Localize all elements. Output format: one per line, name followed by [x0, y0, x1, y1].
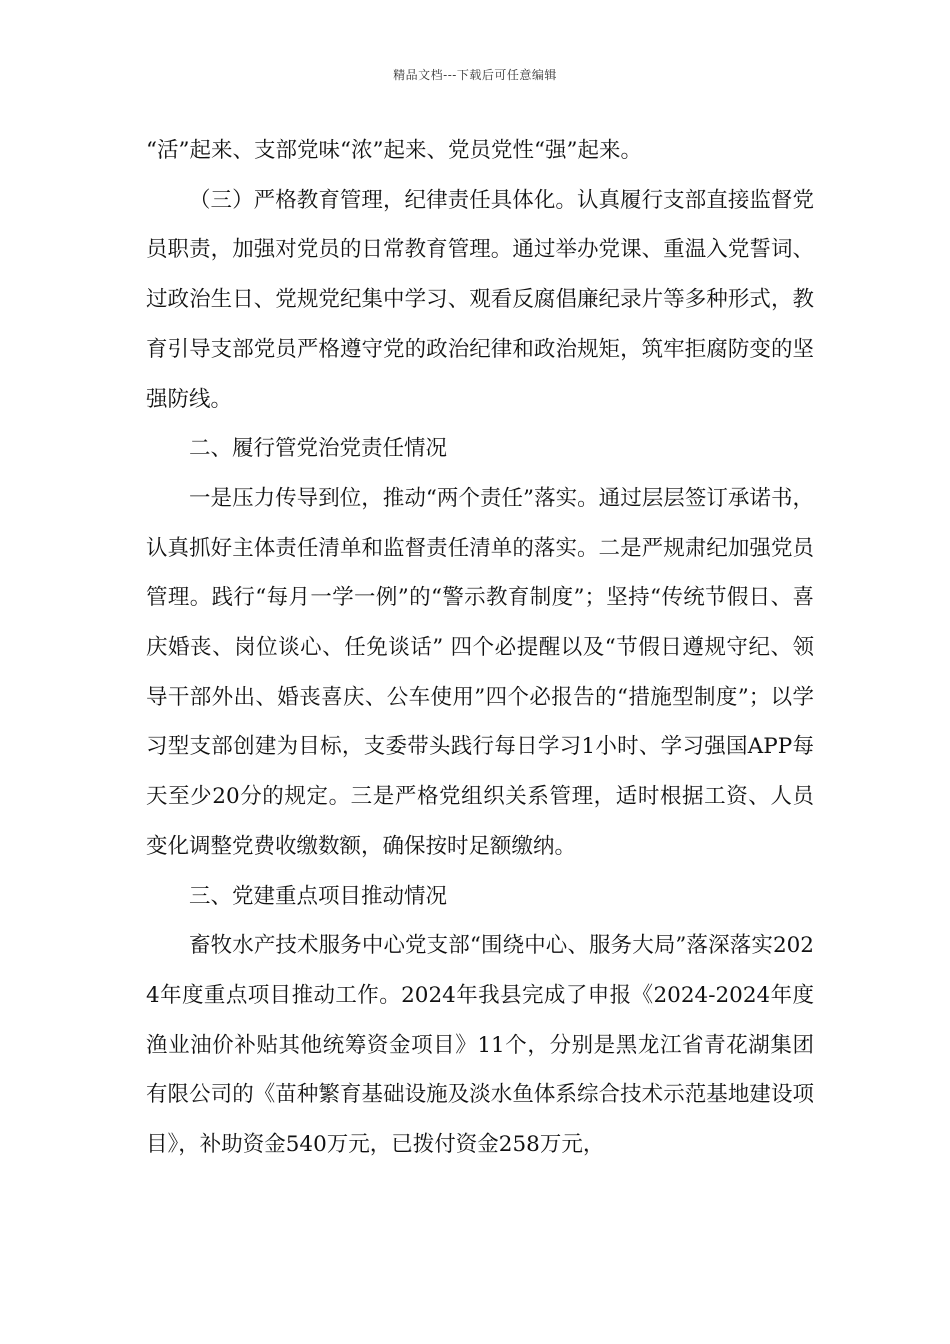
section-heading: 三、党建重点项目推动情况 [189, 883, 448, 909]
section-heading: 二、履行管党治党责任情况 [189, 436, 448, 462]
paragraph: 一是压力传导到位，推动“两个责任”落实。通过层层签订承诺书，认真抓好主体责任清单和监督责任清单的落实。二是严规肃纪加强党员管理。践行“每月一学一例”的“警示教育制度”；坚持“传统节假日、喜庆婚丧、岗位谈心、任免谈话” 四个必提醒以及“节假日遵规守纪、领导干部外出、婚丧喜庆、公车使用”四个必报告的“措施型制度”；以学习型支部创建为目标，支委带头践行每日学习1小时、学习强国APP每天至少20分的规定。三是严格党组织关系管理，适时根据工资、人员变化调整党费收缴数额，确保按时足额缴纳。 [146, 485, 814, 859]
document-body [146, 126, 814, 1170]
paragraph: （三）严格教育管理，纪律责任具体化。认真履行支部直接监督党员职责，加强对党员的日常教育管理。通过举办党课、重温入党誓词、过政治生日、党规党纪集中学习、观看反腐倡廉纪录片等多种形式，教育引导支部党员严格遵守党的政治纪律和政治规矩，筑牢拒腐防变的坚强防线。 [146, 187, 814, 412]
paragraph: 畜牧水产技术服务中心党支部“围绕中心、服务大局”落深落实2024年度重点项目推动工作。2024年我县完成了申报《2024-2024年度渔业油价补贴其他统筹资金项目》11个，分别是黑龙江省青花湖集团有限公司的《苗种繁育基础设施及淡水鱼体系综合技术示范基地建设项目》，补助资金540万元，已拨付资金258万元， [146, 933, 814, 1158]
paragraph: “活”起来、支部党味“浓”起来、党员党性“强”起来。 [146, 138, 642, 163]
page-header: 精品文档---下载后可任意编辑 [393, 68, 557, 82]
